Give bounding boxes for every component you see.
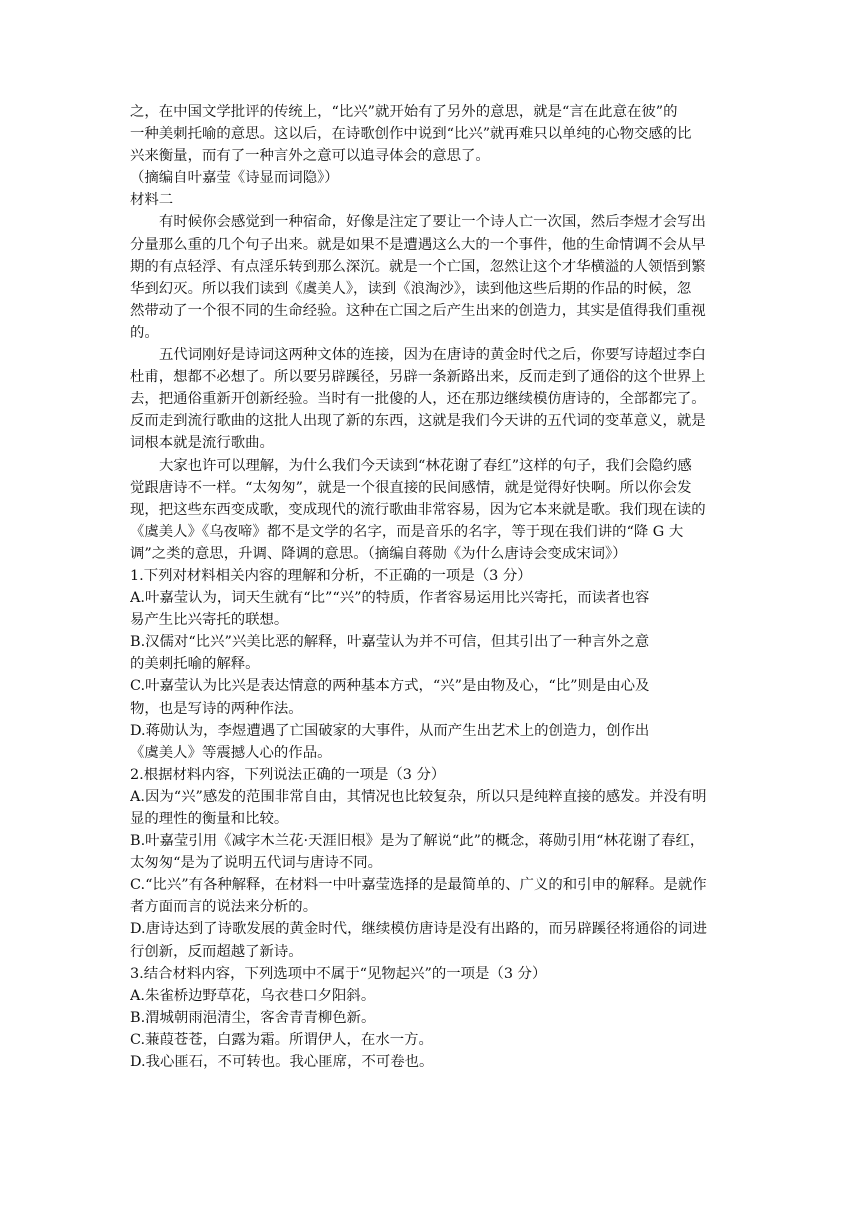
text-line: 材料二 xyxy=(130,192,174,209)
text-line: 易产生比兴寄托的联想。 xyxy=(130,612,289,629)
text-line: 觉跟唐诗不一样。“太匆匆”，就是一个很直接的民间感情，就是觉得好快啊。所以你会发 xyxy=(130,479,692,496)
text-line: 分量那么重的几个句子出来。就是如果不是遭遇这么大的一个事件，他的生命情调不会从早 xyxy=(130,236,706,253)
text-line: 五代词刚好是诗词这两种文体的连接，因为在唐诗的黄金时代之后，你要写诗超过李白 xyxy=(159,347,706,364)
text-line: 大家也许可以理解，为什么我们今天读到“林花谢了春红”这样的句子，我们会隐约感 xyxy=(159,457,692,474)
text-line: 之，在中国文学批评的传统上，“比兴”就开始有了另外的意思，就是“言在此意在彼”的 xyxy=(130,104,678,120)
text-line: 一种美刺托喻的意思。这以后，在诗歌创作中说到“比兴”就再难只以单纯的心物交感的比 xyxy=(130,126,692,143)
text-line: D.唐诗达到了诗歌发展的黄金时代，继续模仿唐诗是没有出路的，而另辟蹊径将通俗的词进 xyxy=(130,921,707,938)
text-line: 者方面而言的说法来分析的。 xyxy=(130,899,318,916)
text-line: 词根本就是流行歌曲。 xyxy=(130,435,274,452)
text-line: 3.结合材料内容，下列选项中不属于“见物起兴”的一项是（3 分） xyxy=(130,965,547,982)
text-line: 调”之类的意思，升调、降调的意思。（摘编自蒋勋《为什么唐诗会变成宋词》） xyxy=(130,545,627,562)
text-line: 去，把通俗重新开创新经验。当时有一批傻的人，还在那边继续模仿唐诗的，全部都完了。 xyxy=(130,391,706,408)
text-line: B.渭城朝雨浥清尘，客舍青青柳色新。 xyxy=(130,1009,376,1026)
text-line: B.叶嘉莹引用《减字木兰花·天涯旧根》是为了解说“此”的概念，蒋勋引用“林花谢了春红， xyxy=(130,833,705,850)
text-line: A.叶嘉莹认为，词天生就有“比”“兴”的特质，作者容易运用比兴寄托，而读者也容 xyxy=(130,590,650,607)
text-line: 《虞美人》等震撼人心的作品。 xyxy=(130,744,332,761)
text-line: 《虞美人》《乌夜啼》都不是文学的名字，而是音乐的名字，等于现在我们讲的“降 G 大 xyxy=(130,523,684,540)
text-line: （摘编自叶嘉莹《诗显而词隐》） xyxy=(130,170,339,187)
text-line: 显的理性的衡量和比较。 xyxy=(130,811,289,827)
text-line: 太匆匆“是为了说明五代词与唐诗不同。 xyxy=(130,855,382,872)
text-line: B.汉儒对“比兴”兴美比恶的解释，叶嘉莹认为并不可信，但其引出了一种言外之意 xyxy=(130,634,650,651)
text-line: 反而走到流行歌曲的这批人出现了新的东西，这就是我们今天讲的五代词的变革意义，就是 xyxy=(130,413,706,430)
text-line: 行创新，反而超越了新诗。 xyxy=(130,943,303,960)
text-line: D.我心匪石，不可转也。我心匪席，不可卷也。 xyxy=(130,1054,434,1071)
text-line: A.朱雀桥边野草花，乌衣巷口夕阳斜。 xyxy=(130,987,376,1004)
text-line: D.蒋勋认为，李煜遭遇了亡国破家的大事件，从而产生出艺术上的创造力，创作出 xyxy=(130,722,650,739)
text-line: 然带动了一个很不同的生命经验。这种在亡国之后产生出来的创造力，其实是值得我们重视 xyxy=(130,302,706,319)
text-line: A.因为“兴”感发的范围非常自由，其情况也比较复杂，所以只是纯粹直接的感发。并没有明 xyxy=(130,788,707,805)
text-line: 1.下列对材料相关内容的理解和分析，不正确的一项是（3 分） xyxy=(130,567,532,584)
text-line: 现，把这些东西变成歌，变成现代的流行歌曲非常容易，因为它本来就是歌。我们现在读的 xyxy=(130,501,706,518)
text-line: 华到幻灭。所以我们读到《虞美人》，读到《浪淘沙》，读到他这些后期的作品的时候，忽 xyxy=(130,280,692,297)
text-line: 有时候你会感觉到一种宿命，好像是注定了要让一个诗人亡一次国，然后李煜才会写出 xyxy=(159,214,706,231)
text-line: 的。 xyxy=(130,324,159,341)
text-line: 2.根据材料内容，下列说法正确的一项是（3 分） xyxy=(130,766,446,783)
text-line: 兴来衡量，而有了一种言外之意可以追寻体会的意思了。 xyxy=(130,148,490,165)
text-line: 杜甫，想都不必想了。所以要另辟蹊径，另辟一条新路出来，反而走到了通俗的这个世界上 xyxy=(130,369,706,386)
text-line: 物，也是写诗的两种作法。 xyxy=(130,700,303,717)
document-page xyxy=(130,101,730,1073)
text-line: C.“比兴”有各种解释，在材料一中叶嘉莹选择的是最简单的、广义的和引申的解释。是就作 xyxy=(130,877,707,894)
text-line: C.蒹葭苍苍，白露为霜。所谓伊人，在水一方。 xyxy=(130,1031,433,1048)
text-line: 的美刺托喻的解释。 xyxy=(130,656,260,673)
text-line: C.叶嘉莹认为比兴是表达情意的两种基本方式，“兴”是由物及心，“比”则是由心及 xyxy=(130,678,650,695)
text-line: 期的有点轻浮、有点淫乐转到那么深沉。就是一个亡国，忽然让这个才华横溢的人领悟到繁 xyxy=(130,258,706,275)
